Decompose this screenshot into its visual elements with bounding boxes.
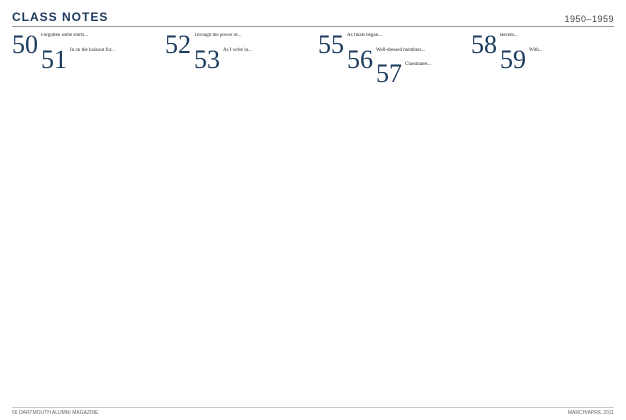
column-4	[471, 33, 614, 415]
columns	[12, 33, 614, 415]
column-1	[12, 33, 155, 415]
footer-issue-date: MARCH/APRIL 2011	[567, 410, 614, 416]
class-year-number: 57	[376, 59, 402, 89]
class-year-number: 56	[347, 44, 373, 74]
class-year-number: 50	[12, 33, 38, 59]
column-2	[165, 33, 308, 415]
class-entry-lead: As I write in...	[223, 47, 252, 53]
class-entry-lead: Well-dressed members...	[376, 47, 426, 53]
class-year-number: 58	[471, 33, 497, 59]
class-entry-lead: Recent...	[500, 33, 518, 38]
page-footer	[12, 407, 614, 416]
class-entry-lead: With...	[529, 47, 543, 53]
class-entry-lead: As finals began...	[347, 33, 382, 38]
class-year-number: 59	[500, 44, 526, 74]
class-entry-lead: In on the lookout for...	[70, 47, 115, 53]
class-year-number: 53	[194, 44, 220, 74]
class-year-number: 51	[41, 44, 67, 74]
footer-publication: 56 DARTMOUTH ALUMNI MAGAZINE	[12, 410, 99, 416]
class-entry-lead: Through the power of...	[194, 33, 242, 38]
masthead	[12, 6, 614, 27]
class-entry-lead: Classmates...	[405, 62, 432, 68]
column-3	[318, 33, 461, 415]
class-year-number: 52	[165, 33, 191, 59]
class-year-number: 55	[318, 33, 344, 59]
class-entry-lead: Forgotten some shirts...	[41, 33, 88, 38]
section-years: 1950–1959	[564, 14, 614, 24]
section-title: CLASS NOTES	[12, 10, 109, 24]
